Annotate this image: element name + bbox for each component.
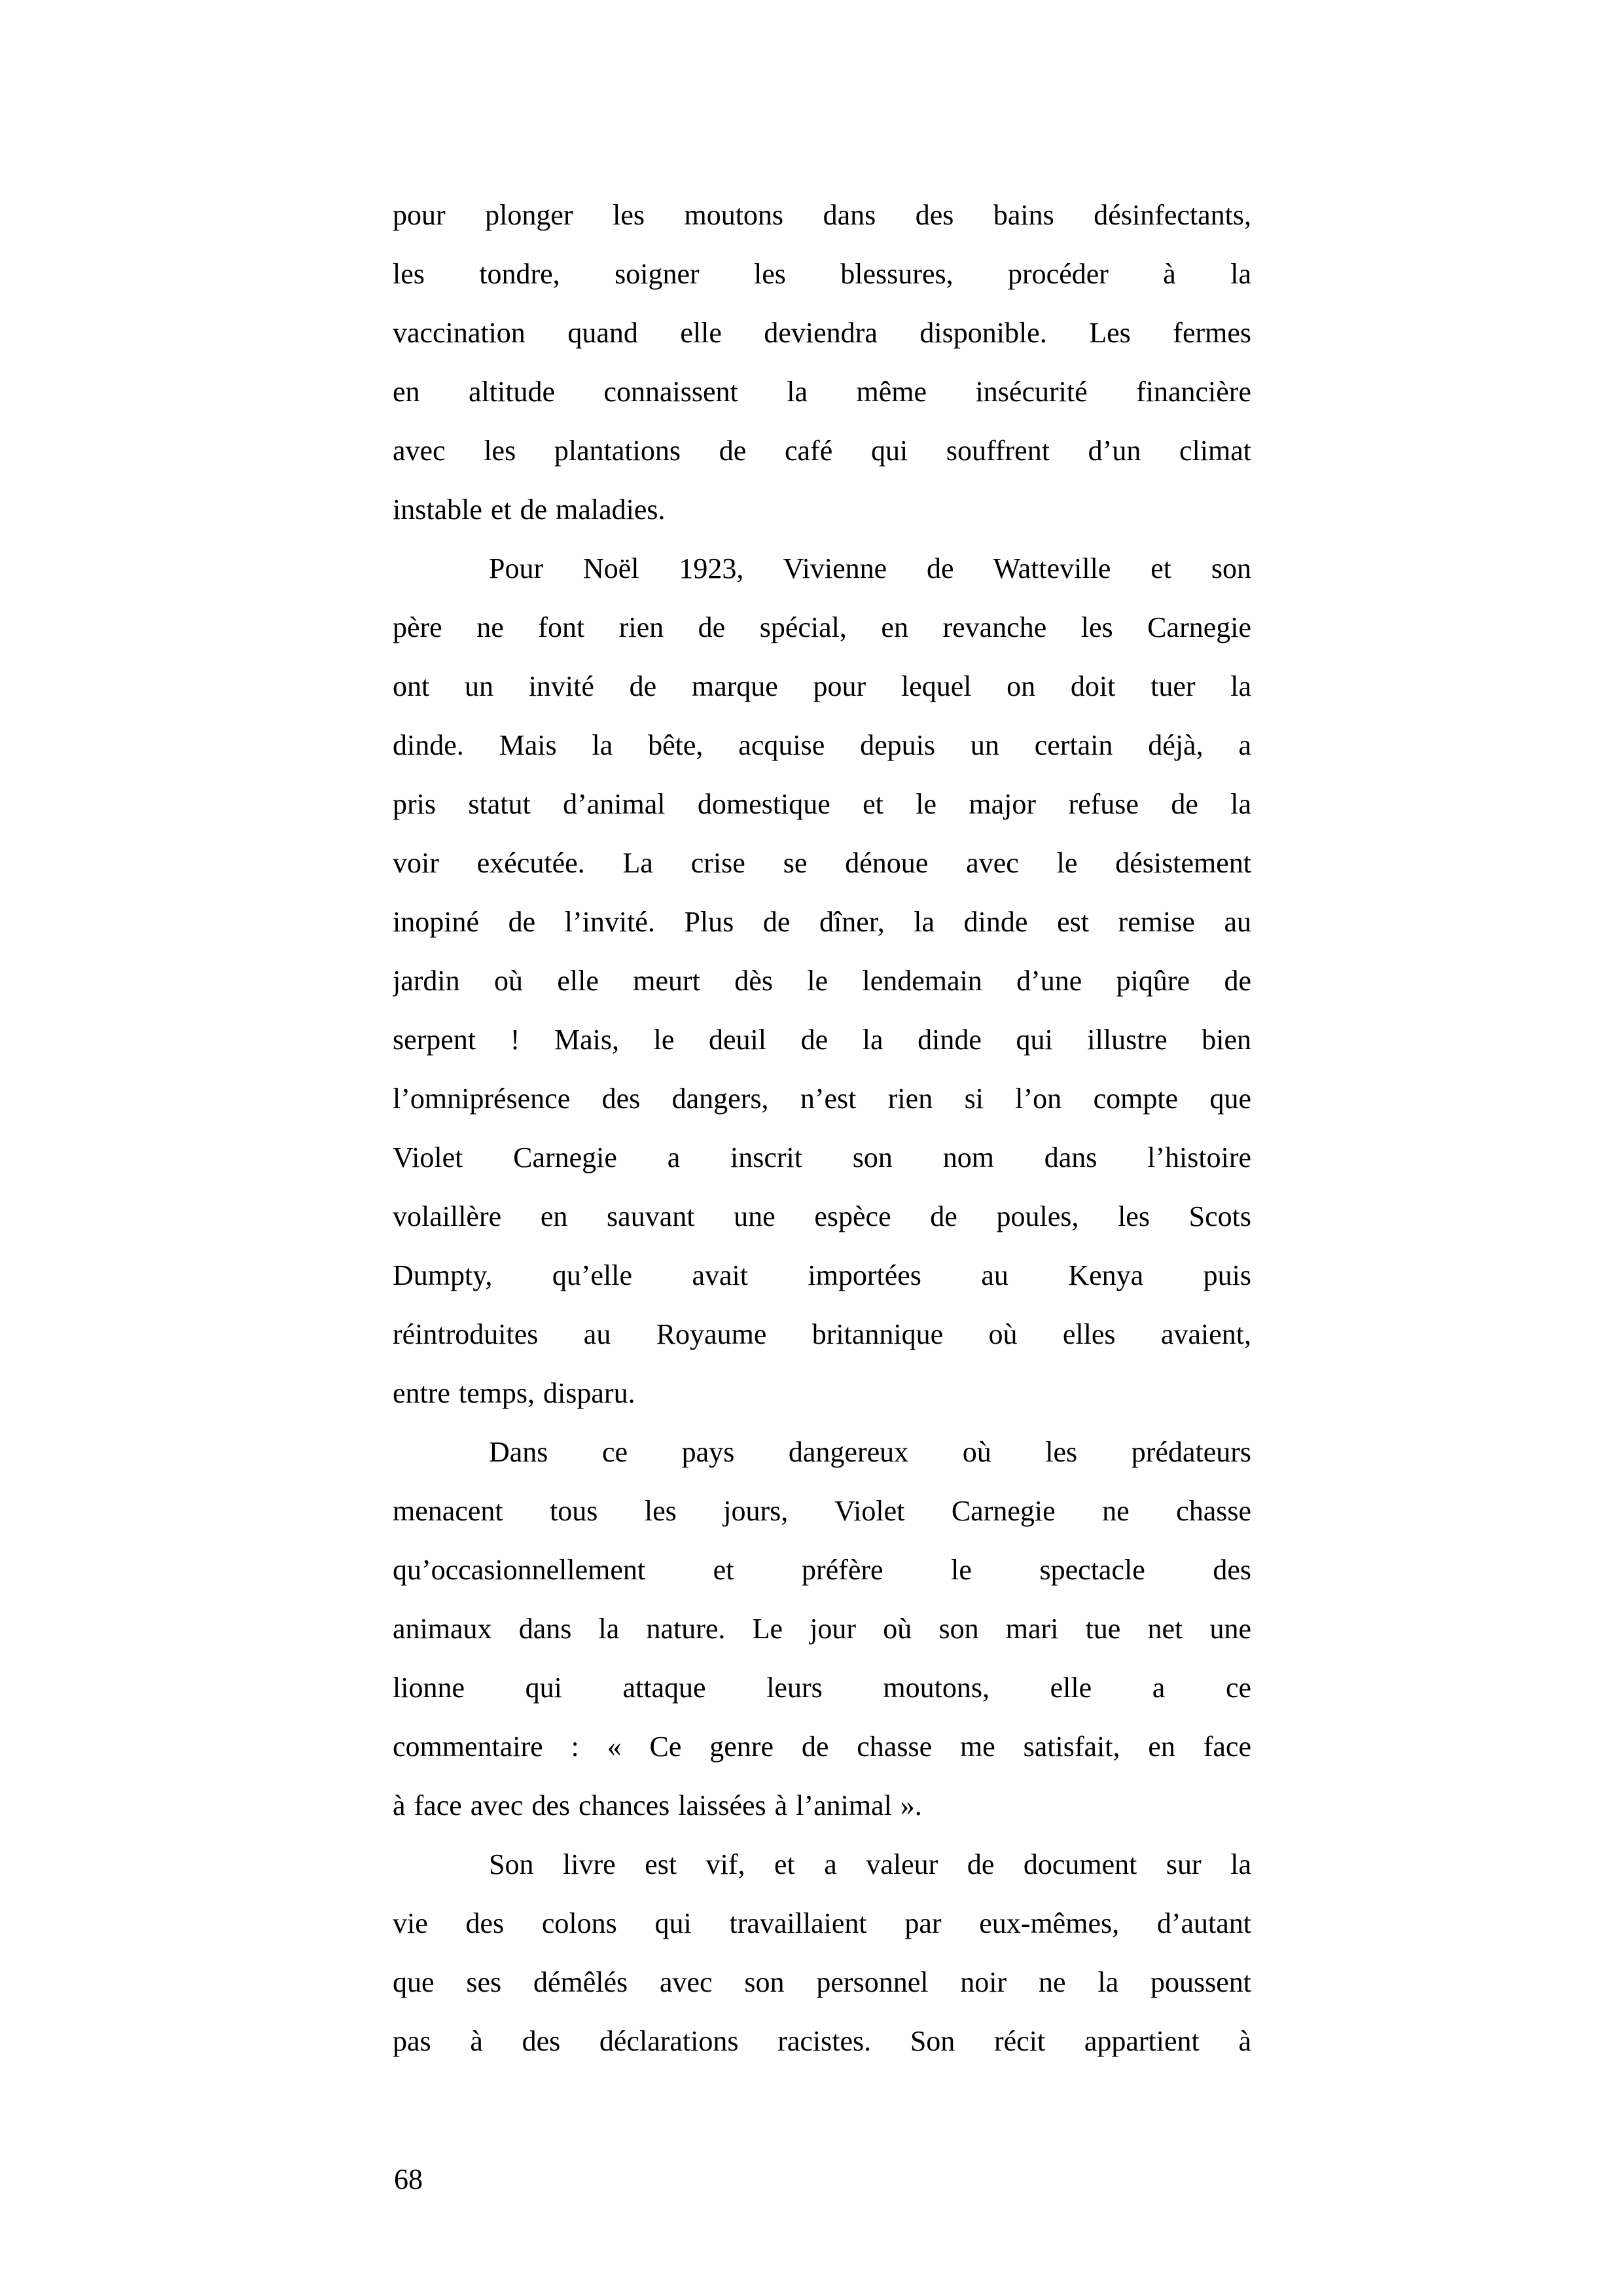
text-line: en altitude connaissent la même insécurité financière bbox=[393, 376, 1251, 408]
text-line: vie des colons qui travaillaient par eux-mêmes, d’autant bbox=[393, 1907, 1251, 1939]
text-line: ont un invité de marque pour lequel on doit tuer la bbox=[393, 670, 1251, 702]
text-line: Son livre est vif, et a valeur de document sur la bbox=[489, 1848, 1251, 1880]
paragraph bbox=[393, 186, 1251, 539]
text-line: réintroduites au Royaume britannique où elles avaient, bbox=[393, 1318, 1251, 1350]
text-line: pour plonger les moutons dans des bains désinfectants, bbox=[393, 199, 1251, 231]
text-line: lionne qui attaque leurs moutons, elle a ce bbox=[393, 1672, 1251, 1704]
text-line: que ses démêlés avec son personnel noir ne la poussent bbox=[393, 1966, 1251, 1998]
paragraph bbox=[393, 539, 1251, 1423]
text-line: voir exécutée. La crise se dénoue avec le désistement bbox=[393, 847, 1251, 879]
text-line: commentaire : « Ce genre de chasse me satisfait, en face bbox=[393, 1731, 1251, 1763]
paragraph bbox=[393, 1423, 1251, 1835]
text-line: Dumpty, qu’elle avait importées au Kenya puis bbox=[393, 1259, 1251, 1291]
text-line: à face avec des chances laissées à l’animal ». bbox=[393, 1789, 922, 1821]
text-line: animaux dans la nature. Le jour où son mari tue net une bbox=[393, 1613, 1251, 1645]
text-line: instable et de maladies. bbox=[393, 493, 666, 526]
paragraph bbox=[393, 1835, 1251, 2071]
text-line: père ne font rien de spécial, en revanche les Carnegie bbox=[393, 611, 1251, 643]
text-line: inopiné de l’invité. Plus de dîner, la dinde est remise au bbox=[393, 906, 1251, 938]
text-line: serpent ! Mais, le deuil de la dinde qui illustre bien bbox=[393, 1024, 1251, 1056]
text-line: menacent tous les jours, Violet Carnegie ne chasse bbox=[393, 1495, 1251, 1527]
text-line: entre temps, disparu. bbox=[393, 1377, 635, 1409]
text-line: pas à des déclarations racistes. Son récit appartient à bbox=[393, 2025, 1251, 2057]
text-line: les tondre, soigner les blessures, procéder à la bbox=[393, 258, 1251, 290]
text-line: pris statut d’animal domestique et le major refuse de la bbox=[393, 788, 1251, 820]
text-line: l’omniprésence des dangers, n’est rien si l’on compte que bbox=[393, 1083, 1251, 1115]
text-line: volaillère en sauvant une espèce de poules, les Scots bbox=[393, 1200, 1251, 1232]
text-line: Violet Carnegie a inscrit son nom dans l’histoire bbox=[393, 1141, 1251, 1174]
text-line: Pour Noël 1923, Vivienne de Watteville et son bbox=[489, 552, 1251, 584]
text-line: Dans ce pays dangereux où les prédateurs bbox=[489, 1436, 1251, 1468]
text-line: jardin où elle meurt dès le lendemain d’une piqûre de bbox=[393, 965, 1251, 997]
text-line: vaccination quand elle deviendra disponible. Les fermes bbox=[393, 317, 1251, 349]
text-line: avec les plantations de café qui souffrent d’un climat bbox=[393, 435, 1251, 467]
page-number: 68 bbox=[394, 2163, 423, 2195]
body-text bbox=[393, 186, 1251, 2071]
text-line: qu’occasionnellement et préfère le spectacle des bbox=[393, 1554, 1251, 1586]
text-line: dinde. Mais la bête, acquise depuis un certain déjà, a bbox=[393, 729, 1251, 761]
